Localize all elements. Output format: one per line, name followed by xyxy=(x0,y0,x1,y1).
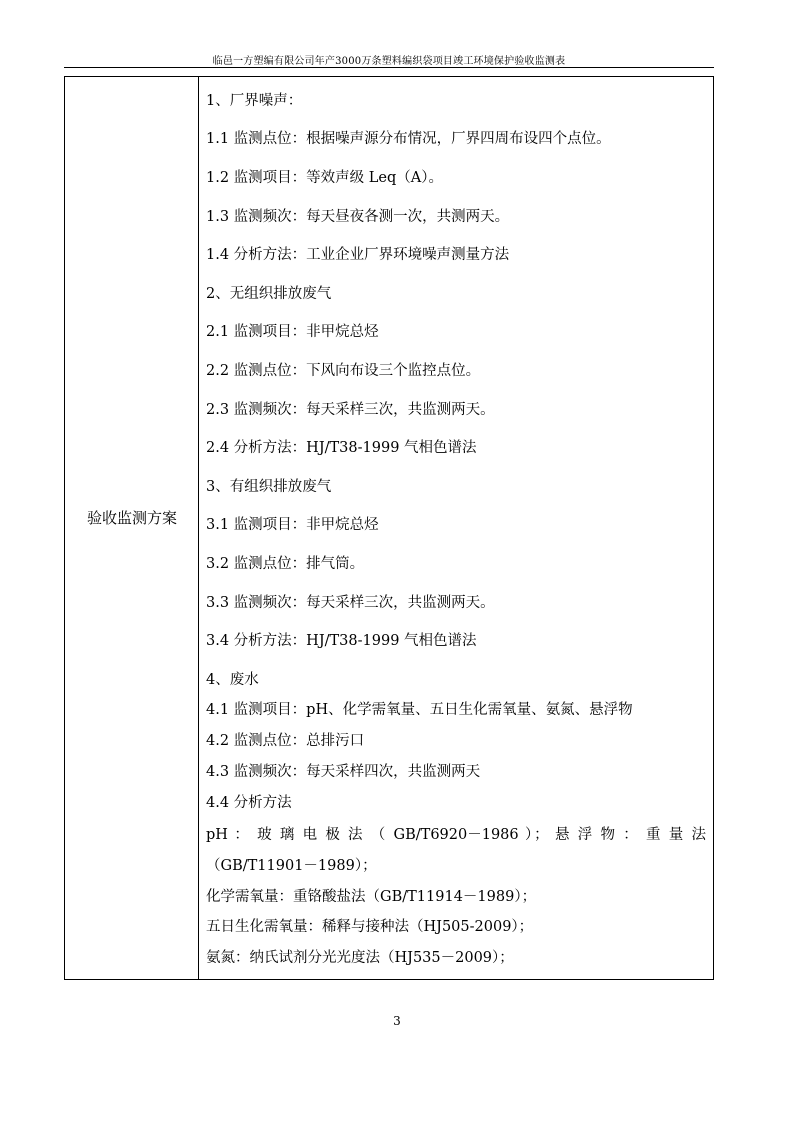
item-2-2: 2.2 监测点位：下风向布设三个监控点位。 xyxy=(206,363,481,379)
label-cell xyxy=(65,77,199,979)
item-2-1: 2.1 监测项目：非甲烷总烃 xyxy=(206,324,379,340)
plan-content xyxy=(206,77,708,979)
item-1-3: 1.3 监测频次：每天昼夜各测一次，共测两天。 xyxy=(206,209,510,225)
page-header: 临邑一方塑编有限公司年产3000万条塑料编织袋项目竣工环境保护验收监测表 xyxy=(212,56,566,67)
item-4-3: 4.3 监测频次：每天采样四次，共监测两天 xyxy=(206,764,481,780)
header-rule xyxy=(64,67,714,68)
item-3-1: 3.1 监测项目：非甲烷总烃 xyxy=(206,517,379,533)
method-ph-ss: pH ： 玻 璃 电 极 法 （ GB/T6920－1986 ）； 悬 浮 物 ： 重 量 法 xyxy=(206,827,706,843)
row-label: 验收监测方案 xyxy=(86,509,177,527)
item-2-3: 2.3 监测频次：每天采样三次，共监测两天。 xyxy=(206,402,495,418)
section-2-title: 2、无组织排放废气 xyxy=(206,286,332,302)
item-3-3: 3.3 监测频次：每天采样三次，共监测两天。 xyxy=(206,595,495,611)
item-3-4: 3.4 分析方法：HJ/T38-1999 气相色谱法 xyxy=(206,633,477,649)
item-4-2: 4.2 监测点位：总排污口 xyxy=(206,733,365,749)
method-ammonia: 氨氮：纳氏试剂分光光度法（HJ535－2009）； xyxy=(206,950,514,966)
method-bod5: 五日生化需氧量：稀释与接种法（HJ505-2009）； xyxy=(206,919,534,935)
item-1-2: 1.2 监测项目：等效声级 Leq（A）。 xyxy=(206,170,443,186)
item-1-1: 1.1 监测点位：根据噪声源分布情况，厂界四周布设四个点位。 xyxy=(206,131,611,147)
monitoring-table xyxy=(64,76,714,980)
section-3-title: 3、有组织排放废气 xyxy=(206,479,332,495)
item-4-1: 4.1 监测项目：pH、化学需氧量、五日生化需氧量、氨氮、悬浮物 xyxy=(206,702,633,718)
item-2-4: 2.4 分析方法：HJ/T38-1999 气相色谱法 xyxy=(206,440,477,456)
section-1-title: 1、厂界噪声： xyxy=(206,93,303,109)
method-cod: 化学需氧量：重铬酸盐法（GB/T11914－1989）； xyxy=(206,889,537,905)
section-4-title: 4、废水 xyxy=(206,672,259,688)
method-ss-standard: （GB/T11901－1989）； xyxy=(206,858,377,874)
item-4-4: 4.4 分析方法 xyxy=(206,795,292,811)
page-number: 3 xyxy=(393,1014,401,1028)
item-1-4: 1.4 分析方法：工业企业厂界环境噪声测量方法 xyxy=(206,247,510,263)
item-3-2: 3.2 监测点位：排气筒。 xyxy=(206,556,365,572)
